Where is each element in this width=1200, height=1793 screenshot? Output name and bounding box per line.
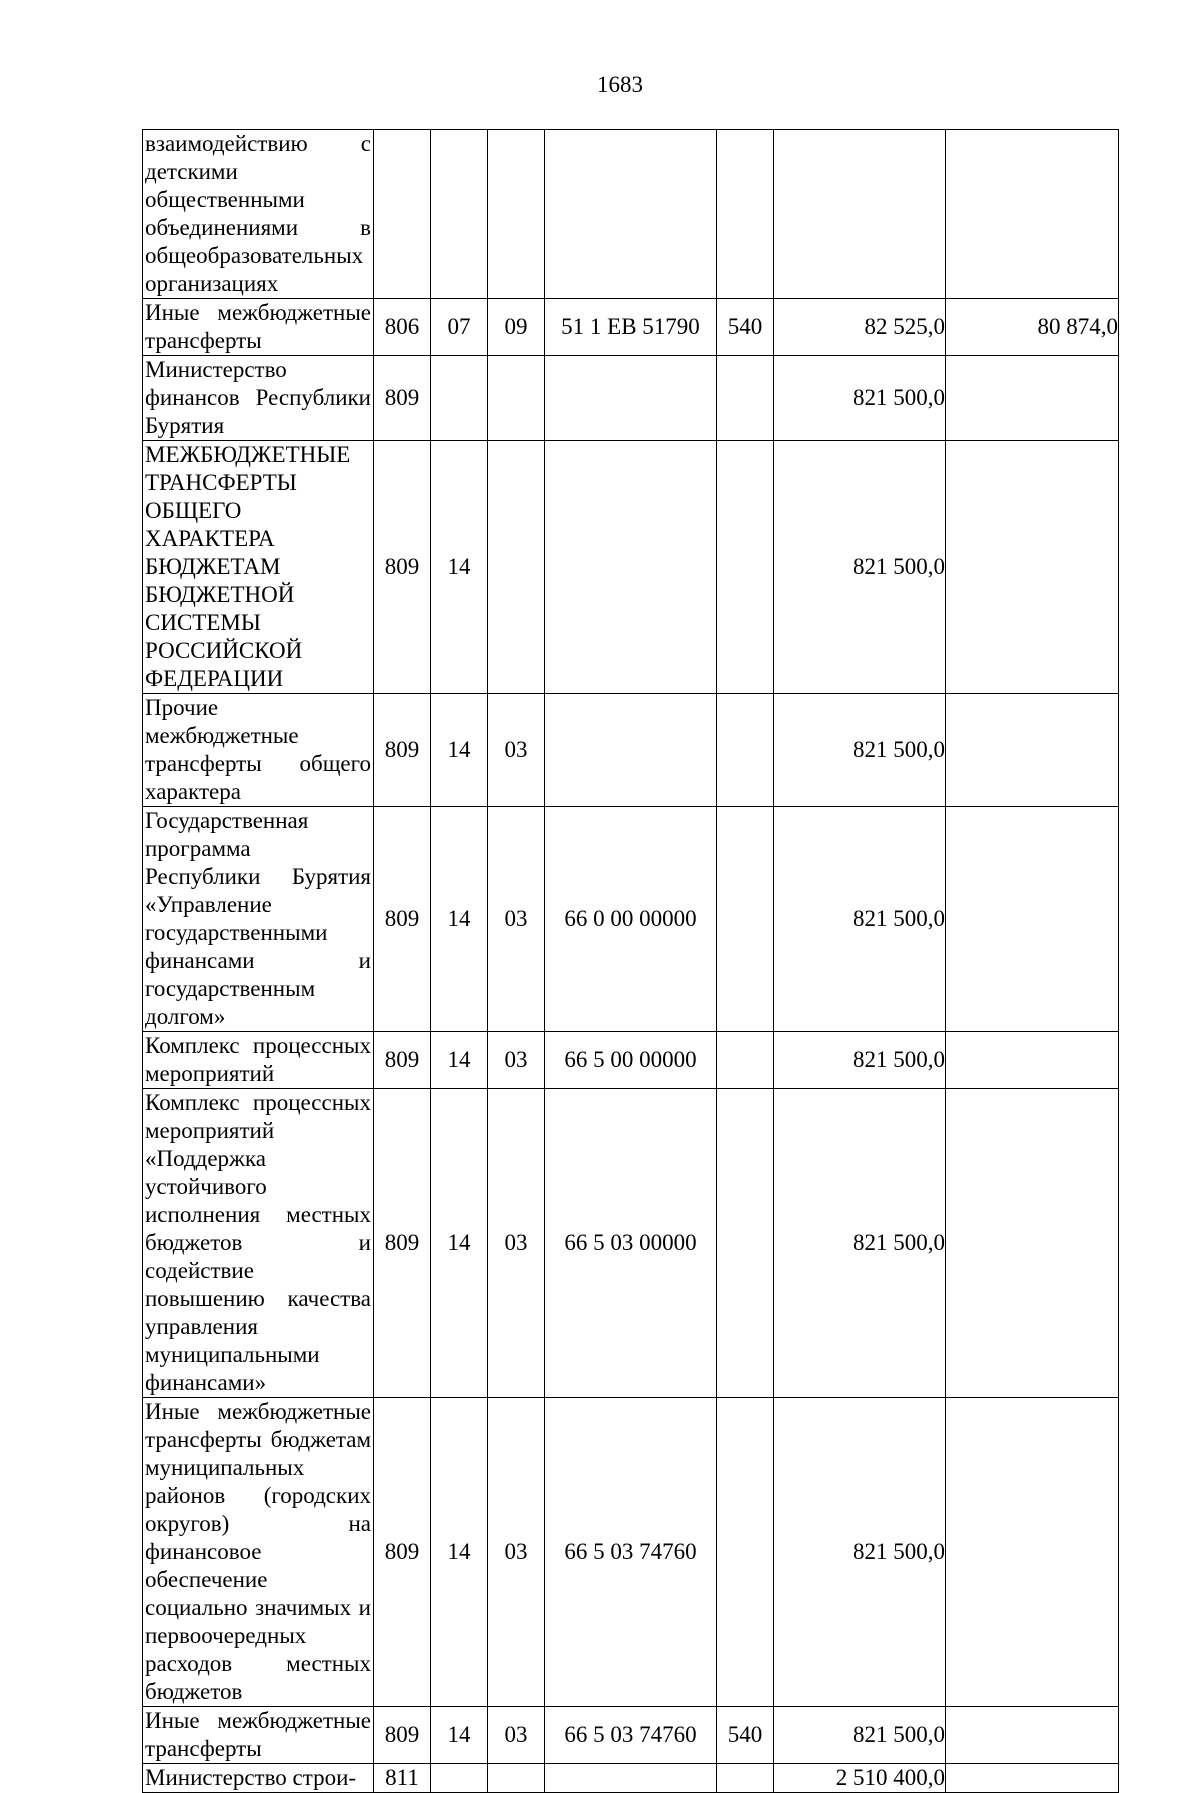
row-name: Комплекс процессных мероприятий bbox=[143, 1032, 374, 1089]
amount-year-1: 821 500,0 bbox=[774, 1707, 946, 1764]
subsection-code: 03 bbox=[488, 1398, 545, 1707]
amount-year-2 bbox=[946, 1032, 1119, 1089]
target-code bbox=[545, 441, 717, 694]
budget-table bbox=[142, 129, 1119, 1793]
table-row bbox=[143, 130, 1119, 299]
subsection-code: 09 bbox=[488, 299, 545, 356]
amount-year-1: 821 500,0 bbox=[774, 441, 946, 694]
ministry-code: 809 bbox=[374, 1089, 431, 1398]
target-code bbox=[545, 694, 717, 807]
amount-year-2 bbox=[946, 1707, 1119, 1764]
amount-year-2 bbox=[946, 807, 1119, 1032]
target-code: 51 1 ЕВ 51790 bbox=[545, 299, 717, 356]
subsection-code: 03 bbox=[488, 1707, 545, 1764]
ministry-code: 809 bbox=[374, 1032, 431, 1089]
target-code bbox=[545, 356, 717, 441]
section-code bbox=[431, 130, 488, 299]
row-name: Прочие межбюджетные трансферты общего характера bbox=[143, 694, 374, 807]
section-code: 14 bbox=[431, 1089, 488, 1398]
section-code: 14 bbox=[431, 694, 488, 807]
target-code: 66 5 03 74760 bbox=[545, 1398, 717, 1707]
amount-year-2: 80 874,0 bbox=[946, 299, 1119, 356]
table-row bbox=[143, 1707, 1119, 1764]
table-row bbox=[143, 299, 1119, 356]
amount-year-1: 821 500,0 bbox=[774, 1032, 946, 1089]
table-row bbox=[143, 1764, 1119, 1793]
amount-year-1: 821 500,0 bbox=[774, 1398, 946, 1707]
target-code bbox=[545, 130, 717, 299]
amount-year-1: 821 500,0 bbox=[774, 356, 946, 441]
amount-year-2 bbox=[946, 1398, 1119, 1707]
type-code bbox=[717, 1089, 774, 1398]
type-code bbox=[717, 1764, 774, 1793]
type-code bbox=[717, 694, 774, 807]
target-code: 66 5 03 74760 bbox=[545, 1707, 717, 1764]
subsection-code: 03 bbox=[488, 807, 545, 1032]
type-code bbox=[717, 807, 774, 1032]
row-name: МЕЖБЮДЖЕТНЫЕ ТРАНСФЕРТЫ ОБЩЕГО ХАРАКТЕРА БЮДЖЕТАМ БЮДЖЕТНОЙ СИСТЕМЫ РОССИЙСКОЙ ФЕДЕРАЦИИ bbox=[143, 441, 374, 694]
ministry-code: 809 bbox=[374, 1707, 431, 1764]
section-code: 14 bbox=[431, 441, 488, 694]
type-code: 540 bbox=[717, 299, 774, 356]
ministry-code: 809 bbox=[374, 807, 431, 1032]
row-name: Иные межбюджетные трансферты bbox=[143, 299, 374, 356]
ministry-code: 809 bbox=[374, 356, 431, 441]
section-code: 14 bbox=[431, 1398, 488, 1707]
row-name: Иные межбюджетные трансферты бюджетам муниципальных районов (городских округов) на финансовое обеспечение социально значимых и первоочередных расходов местных бюджетов bbox=[143, 1398, 374, 1707]
type-code: 540 bbox=[717, 1707, 774, 1764]
amount-year-1: 821 500,0 bbox=[774, 807, 946, 1032]
amount-year-2 bbox=[946, 356, 1119, 441]
target-code: 66 0 00 00000 bbox=[545, 807, 717, 1032]
type-code bbox=[717, 1398, 774, 1707]
table-row bbox=[143, 807, 1119, 1032]
page-number: 1683 bbox=[597, 72, 643, 97]
amount-year-1: 821 500,0 bbox=[774, 694, 946, 807]
type-code bbox=[717, 356, 774, 441]
amount-year-2 bbox=[946, 130, 1119, 299]
amount-year-2 bbox=[946, 441, 1119, 694]
type-code bbox=[717, 1032, 774, 1089]
ministry-code: 811 bbox=[374, 1764, 431, 1793]
table-row bbox=[143, 694, 1119, 807]
section-code bbox=[431, 1764, 488, 1793]
amount-year-2 bbox=[946, 1764, 1119, 1793]
amount-year-1: 2 510 400,0 bbox=[774, 1764, 946, 1793]
amount-year-2 bbox=[946, 694, 1119, 807]
row-name: взаимодействию с детскими общественными объединениями в общеобразовательных организациях bbox=[143, 130, 374, 299]
table-row bbox=[143, 441, 1119, 694]
target-code: 66 5 03 00000 bbox=[545, 1089, 717, 1398]
row-name: Государственная программа Республики Бурятия «Управление государственными финансами и государственным долгом» bbox=[143, 807, 374, 1032]
type-code bbox=[717, 130, 774, 299]
row-name: Иные межбюджетные трансферты bbox=[143, 1707, 374, 1764]
subsection-code: 03 bbox=[488, 1032, 545, 1089]
section-code: 14 bbox=[431, 807, 488, 1032]
table-row bbox=[143, 356, 1119, 441]
ministry-code: 809 bbox=[374, 441, 431, 694]
row-name: Комплекс процессных мероприятий «Поддержка устойчивого исполнения местных бюджетов и содействие повышению качества управления муниципальными финансами» bbox=[143, 1089, 374, 1398]
target-code bbox=[545, 1764, 717, 1793]
section-code: 14 bbox=[431, 1707, 488, 1764]
amount-year-1: 821 500,0 bbox=[774, 1089, 946, 1398]
type-code bbox=[717, 441, 774, 694]
amount-year-1: 82 525,0 bbox=[774, 299, 946, 356]
subsection-code: 03 bbox=[488, 1089, 545, 1398]
row-name: Министерство строи- bbox=[143, 1764, 374, 1793]
ministry-code: 809 bbox=[374, 694, 431, 807]
amount-year-2 bbox=[946, 1089, 1119, 1398]
subsection-code: 03 bbox=[488, 694, 545, 807]
subsection-code bbox=[488, 441, 545, 694]
subsection-code bbox=[488, 356, 545, 441]
ministry-code: 806 bbox=[374, 299, 431, 356]
target-code: 66 5 00 00000 bbox=[545, 1032, 717, 1089]
subsection-code bbox=[488, 1764, 545, 1793]
ministry-code: 809 bbox=[374, 1398, 431, 1707]
row-name: Министерство финансов Республики Бурятия bbox=[143, 356, 374, 441]
table-row bbox=[143, 1089, 1119, 1398]
section-code bbox=[431, 356, 488, 441]
section-code: 14 bbox=[431, 1032, 488, 1089]
subsection-code bbox=[488, 130, 545, 299]
section-code: 07 bbox=[431, 299, 488, 356]
ministry-code bbox=[374, 130, 431, 299]
table-row bbox=[143, 1032, 1119, 1089]
amount-year-1 bbox=[774, 130, 946, 299]
table-row bbox=[143, 1398, 1119, 1707]
